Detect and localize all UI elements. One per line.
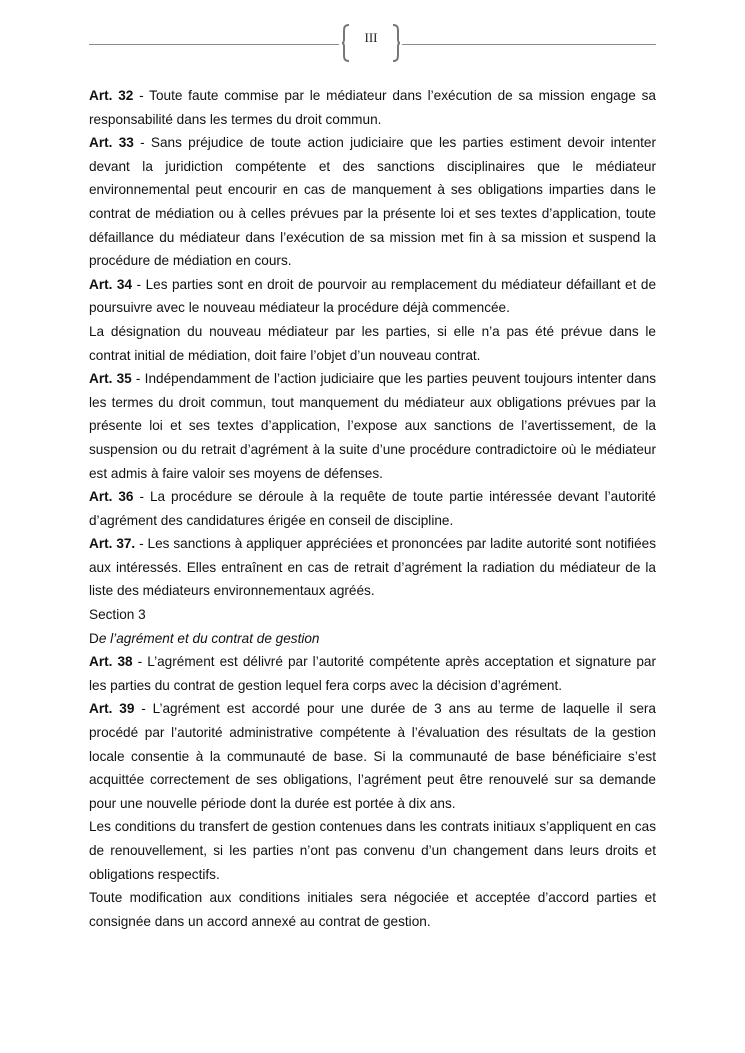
articles-group-1	[89, 84, 656, 603]
article-label: Art. 33	[89, 135, 134, 151]
article-label: Art. 37.	[89, 536, 136, 552]
article-paragraph	[89, 367, 656, 485]
article-paragraph	[89, 697, 656, 815]
article-text: Les conditions du transfert de gestion contenues dans les contrats initiaux s’appliquent en cas de renouvellement, si les parties n’ont pas convenu d’un changement dans leurs droits et obligations respectifs.	[89, 819, 656, 882]
article-text: - L’agrément est délivré par l’autorité compétente après acceptation et signature par les parties du contrat de gestion lequel fera corps avec la décision d’agrément.	[89, 654, 656, 693]
article-paragraph	[89, 485, 656, 532]
left-bracket-ornament	[341, 24, 351, 62]
header-rule-right	[402, 44, 656, 45]
section-title	[89, 627, 656, 651]
article-text: - Les parties sont en droit de pourvoir au remplacement du médiateur défaillant et de poursuivre avec le nouveau médiateur la procédure déjà commencée.	[89, 276, 657, 316]
article-paragraph	[89, 320, 656, 367]
header-rule-left	[89, 44, 339, 45]
article-paragraph	[89, 650, 656, 697]
article-text: - Les sanctions à appliquer appréciées et prononcées par ladite autorité sont notifiées aux intéressés. Elles entraînent en cas de retrait d’agrément la radiation du médiateur de la liste des médiateurs environnementaux agréés.	[89, 536, 656, 599]
articles-group-2	[89, 650, 656, 933]
section-label: Section 3	[89, 607, 146, 623]
section-title-prefix: D	[89, 630, 99, 646]
article-label: Art. 36	[89, 489, 134, 505]
article-label: Art. 38	[89, 654, 133, 670]
article-text: - L’agrément est accordé pour une durée de 3 ans au terme de laquelle il sera procédé par l’autorité administrative compétente à l’évaluation des résultats de la gestion locale consentie à la communauté de base. Si la communauté de base bénéficiaire s’est acquittée correctement de ses obligations, l’agrément peut être renouvelé sur sa demande pour une nouvelle période dont la durée est portée à dix ans.	[89, 701, 656, 811]
document-body	[89, 84, 656, 933]
article-paragraph	[89, 131, 656, 273]
right-bracket-ornament	[391, 24, 401, 62]
article-label: Art. 34	[89, 276, 133, 292]
article-label: Art. 39	[89, 701, 135, 717]
article-paragraph	[89, 84, 656, 131]
article-label: Art. 35	[89, 371, 132, 387]
article-paragraph	[89, 532, 656, 603]
article-text: La désignation du nouveau médiateur par les parties, si elle n’a pas été prévue dans le contrat initial de médiation, doit faire l’objet d’un nouveau contrat.	[89, 323, 656, 363]
article-paragraph	[89, 273, 656, 320]
article-label: Art. 32	[89, 88, 134, 103]
article-paragraph	[89, 815, 656, 886]
article-text: - Sans préjudice de toute action judiciaire que les parties estiment devoir intenter devant la juridiction compétente et des sanctions disciplinaires que le médiateur environnemental peut encourir en cas de manquement à ses obligations imparties dans le contrat de médiation ou à celles prévues par la présente loi et ses textes d’application, toute défaillance du médiateur dans l’exécution de sa mission met fin à sa mission et suspend la procédure de médiation en cours.	[89, 135, 656, 269]
page-number: III	[364, 30, 378, 45]
section-title-rest: e l’agrément et du contrat de gestion	[98, 630, 320, 646]
article-paragraph	[89, 886, 656, 933]
page-header	[89, 24, 656, 66]
article-text: Toute modification aux conditions initiales sera négociée et acceptée d’accord parties et consignée dans un accord annexé au contrat de gestion.	[89, 890, 656, 929]
article-text: - Toute faute commise par le médiateur dans l’exécution de sa mission engage sa responsabilité dans les termes du droit commun.	[89, 88, 656, 127]
article-text: - La procédure se déroule à la requête de toute partie intéressée devant l’autorité d’agrément des candidatures érigée en conseil de discipline.	[89, 489, 656, 528]
article-text: - Indépendamment de l’action judiciaire que les parties peuvent toujours intenter dans les termes du droit commun, tout manquement du médiateur aux obligations prévues par la présente loi et ses textes d’application, l’expose aux sanctions de l’avertissement, de la suspension ou du retrait d’agrément à la suite d’une procédure contradictoire où le médiateur est admis à faire valoir ses moyens de défenses.	[89, 371, 656, 481]
